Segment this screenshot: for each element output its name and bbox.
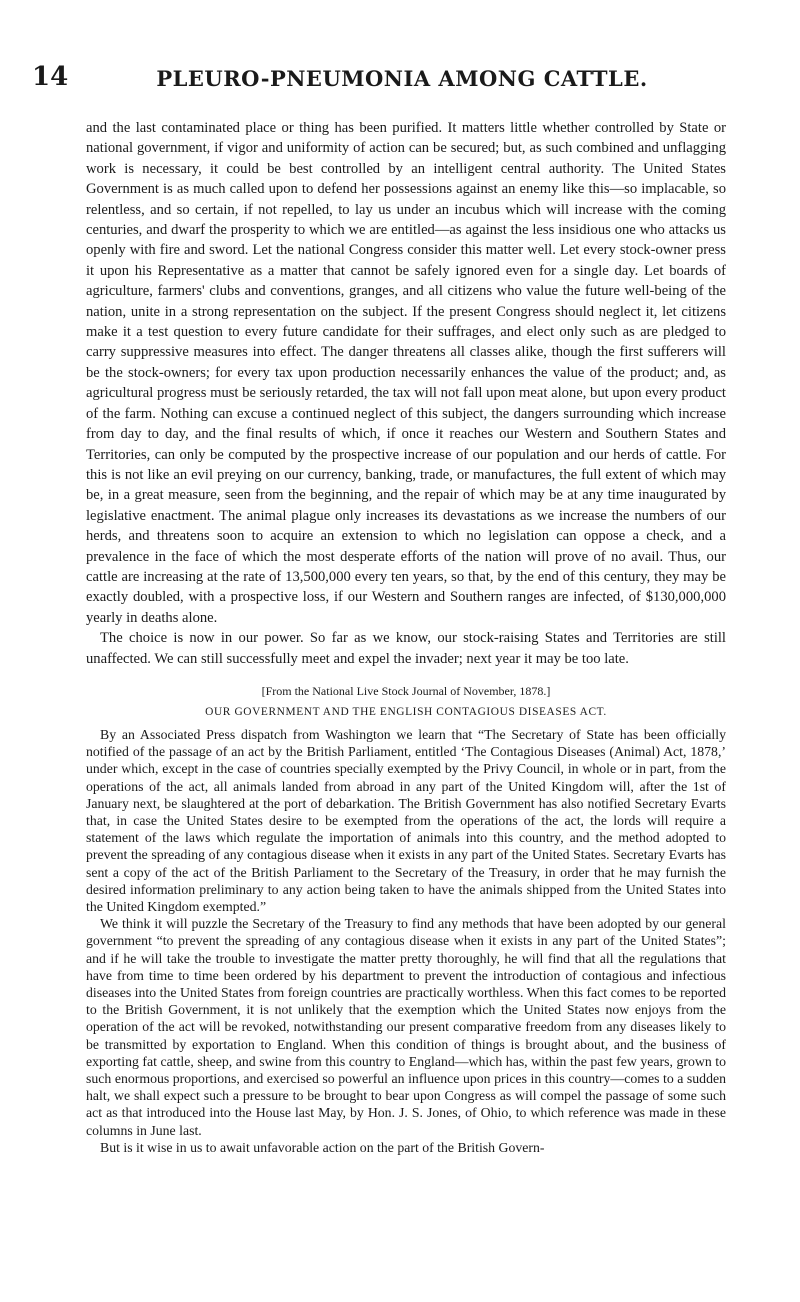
article1-paragraph-2: The choice is now in our power. So far as we know, our stock-raising States and Territories are still unaffected. We can still successfully meet and expel the invader; next year it may be too late. [86, 630, 726, 667]
page-header [32, 62, 772, 102]
article2-paragraph-2: We think it will puzzle the Secretary of the Treasury to find any methods that have been adopted by our general government “to prevent the spreading of any contagious disease when it exists in any part of the United States”; and if he will take the trouble to investigate the matter pretty thoroughly, he will find that all the regulations that have from time to time been ordered by his department to prevent the introduction of contagious and infectious diseases into the United States from foreign countries are practically worthless. When this fact comes to be reported to the British Government, it is not unlikely that the exemption which the United States now enjoys from the operation of the act will be revoked, notwithstanding our present comparative freedom from any diseases likely to be transmitted by exportation to England. When this condition of things is brought about, and the business of exporting fat cattle, sheep, and swine from this country to England—which has, within the past few years, grown to such enormous proportions, and exercised so powerful an influence upon prices in this country—comes to a sudden halt, we shall expect such a pressure to be brought to bear upon Congress as will compel the passage of some such act as that introduced into the House last May, by Hon. J. S. Jones, of Ohio, to which reference was made in these columns in June last. [86, 916, 726, 1138]
article2-paragraph-1: By an Associated Press dispatch from Washington we learn that “The Secretary of State has been officially notified of the passage of an act by the British Parliament, entitled ‘The Contagious Diseases (Animal) Act, 1878,’ under which, except in the case of countries specially exempted by the Privy Council, in whole or in part, from the operations of the act, all animals landed from abroad in any part of the United Kingdom will, after the 1st of January next, be slaughtered at the port of debarkation. The British Government has also notified Secretary Evarts that, in case the United States desire to be exempted from the operations of the act, the lords will require a statement of the laws which regulate the importation of animals into this country, and the method adopted to prevent the spreading of any contagious disease when it exists in any part of the United States. Secretary Evarts has sent a copy of the act of the British Parliament to the Secretary of the Treasury, in order that he may furnish the desired information preliminary to any action being taken to have the animals shipped from the United States into the United Kingdom exempted.” [86, 726, 726, 914]
article2-title: OUR GOVERNMENT AND THE ENGLISH CONTAGIOUS DISEASES ACT. [205, 705, 607, 718]
article1-paragraph-1: and the last contaminated place or thing has been purified. It matters little whether controlled by State or national government, if vigor and uniformity of action can be secured; but, as such combined and unflagging work is necessary, it could be best controlled by an intelligent central authority. The United States Government is as much called upon to defend her possessions against an enemy like this—so implacable, so relentless, and so certain, if not repelled, to lay us under an incubus which will increase with the coming centuries, and dwarf the prosperity to which we are entitled—as against the less insidious one who attacks us openly with fire and sword. Let the national Congress consider this matter well. Let every stock-owner press it upon his Representative as a matter that cannot be safely ignored even for a single day. Let boards of agriculture, farmers' clubs and conventions, granges, and all citizens who value the future well-being of the nation, unite in a strong representation on the subject. If the present Congress should neglect it, let citizens make it a test question to every future candidate for their suffrages, and elect only such as are pledged to carry suppressive measures into effect. The danger threatens all classes alike, though the first sufferers will be the stock-owners; for every tax upon production necessarily enhances the value of the product; and, as agricultural progress must be seriously retarded, the tax will not fall upon meat alone, but upon every product of the farm. Nothing can excuse a continued neglect of this subject, the dangers surrounding which increase from day to day, and the final results of which, if once it reaches our Western and Southern States and Territories, can only be computed by the prospective increase of our population and our herds of cattle. For this is not like an evil preying on our currency, banking, trade, or manufactures, the full extent of which may be, in a great measure, seen from the beginning, and the repair of which may be at any time inaugurated by legislative enactment. The animal plague only increases its devastations as we increase the numbers of our herds, and threatens soon to acquire an extension to which no legislation can oppose a check, and a prevalence in the face of which the most desperate efforts of the nation will prove of no avail. Thus, our cattle are increasing at the rate of 13,500,000 every ten years, so that, by the end of this century, they may be exactly doubled, with a prospective loss, if our Western and Southern ranges are infected, of $130,000,000 yearly in deaths alone. [86, 120, 726, 626]
page-body [86, 118, 726, 1156]
running-head: PLEURO-PNEUMONIA AMONG CATTLE. [156, 66, 648, 91]
article2-source-note: [From the National Live Stock Journal of November, 1878.] [261, 683, 551, 698]
page-number: 14 [32, 62, 69, 92]
article2-paragraph-3: But is it wise in us to await unfavorable action on the part of the British Govern- [100, 1139, 545, 1155]
